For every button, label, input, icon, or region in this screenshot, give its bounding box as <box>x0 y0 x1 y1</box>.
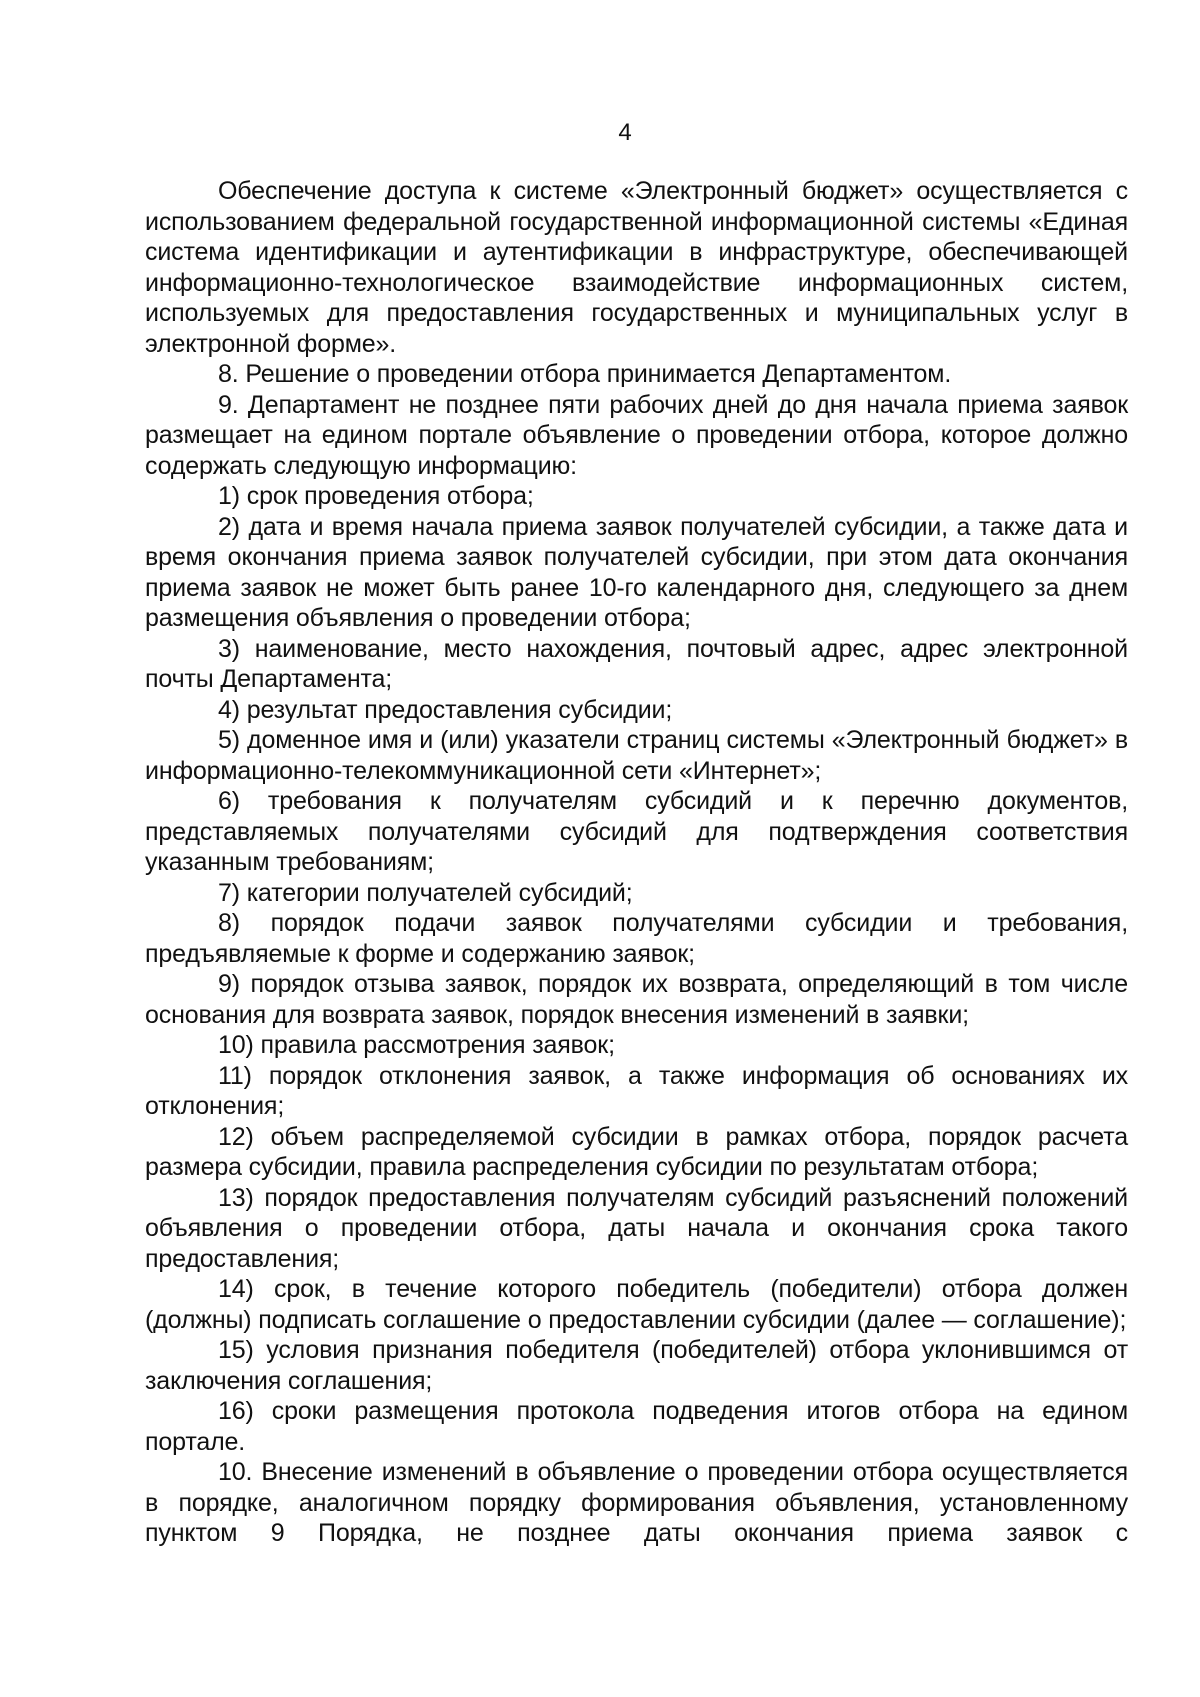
list-item-16: 16) сроки размещения протокола подведения итогов отбора на едином портале. <box>145 1397 1128 1456</box>
page-number: 4 <box>618 119 632 146</box>
list-item-8: 8) порядок подачи заявок получателями субсидии и требования, предъявляемые к форме и содержанию заявок; <box>145 909 1128 968</box>
list-item-6: 6) требования к получателям субсидий и к перечню документов, представляемых получателями субсидий для подтверждения соответствия указанным требованиям; <box>145 787 1128 876</box>
list-item-9: 9) порядок отзыва заявок, порядок их возврата, определяющий в том числе основания для возврата заявок, порядок внесения изменений в заявки; <box>145 970 1128 1029</box>
list-item-4: 4) результат предоставления субсидии; <box>218 695 673 724</box>
list-item-11: 11) порядок отклонения заявок, а также информация об основаниях их отклонения; <box>145 1061 1128 1120</box>
list-item-10: 10) правила рассмотрения заявок; <box>218 1031 615 1059</box>
list-item-2: 2) дата и время начала приема заявок получателей субсидии, а также дата и время окончания приема заявок получателей субсидии, при этом дата окончания приема заявок не может быть ранее 10-го календарного дня, следующего за днем размещения объявления о проведении отбора; <box>145 512 1128 632</box>
list-item-7: 7) категории получателей субсидий; <box>218 878 633 907</box>
list-item-14: 14) срок, в течение которого победитель (победители) отбора должен (должны) подписать соглашение о предоставлении субсидии (далее — соглашение); <box>145 1275 1128 1334</box>
list-item-5: 5) доменное имя и (или) указатели страниц системы «Электронный бюджет» в информационно-телекоммуникационной сети «Интернет»; <box>145 726 1128 785</box>
document-body <box>145 176 1128 1549</box>
list-item-3: 3) наименование, место нахождения, почтовый адрес, адрес электронной почты Департамента; <box>145 634 1128 693</box>
list-item-15: 15) условия признания победителя (победителей) отбора уклонившимся от заключения соглашения; <box>145 1336 1128 1395</box>
paragraph-item-8: 8. Решение о проведении отбора принимается Департаментом. <box>218 360 952 388</box>
list-item-12: 12) объем распределяемой субсидии в рамках отбора, порядок расчета размера субсидии, правила распределения субсидии по результатам отбора; <box>145 1122 1128 1181</box>
paragraph-item-10: 10. Внесение изменений в объявление о проведении отбора осуществляется в порядке, аналогичном порядку формирования объявления, установленному пунктом 9 Порядка, не позднее даты окончания приема заявок с <box>145 1458 1128 1547</box>
paragraph-item-9: 9. Департамент не позднее пяти рабочих дней до дня начала приема заявок размещает на едином портале объявление о проведении отбора, которое должно содержать следующую информацию: <box>145 390 1128 480</box>
paragraph-access-system: Обеспечение доступа к системе «Электронный бюджет» осуществляется с использованием федеральной государственной информационной системы «Единая система идентификации и аутентификации в инфраструктуре, обеспечивающей информационно-технологическое взаимодействие информационных систем, используемых для предоставления государственных и муниципальных услуг в электронной форме». <box>145 177 1128 358</box>
list-item-1: 1) срок проведения отбора; <box>218 482 534 510</box>
list-item-13: 13) порядок предоставления получателям субсидий разъяснений положений объявления о проведении отбора, даты начала и окончания срока такого предоставления; <box>145 1183 1128 1273</box>
